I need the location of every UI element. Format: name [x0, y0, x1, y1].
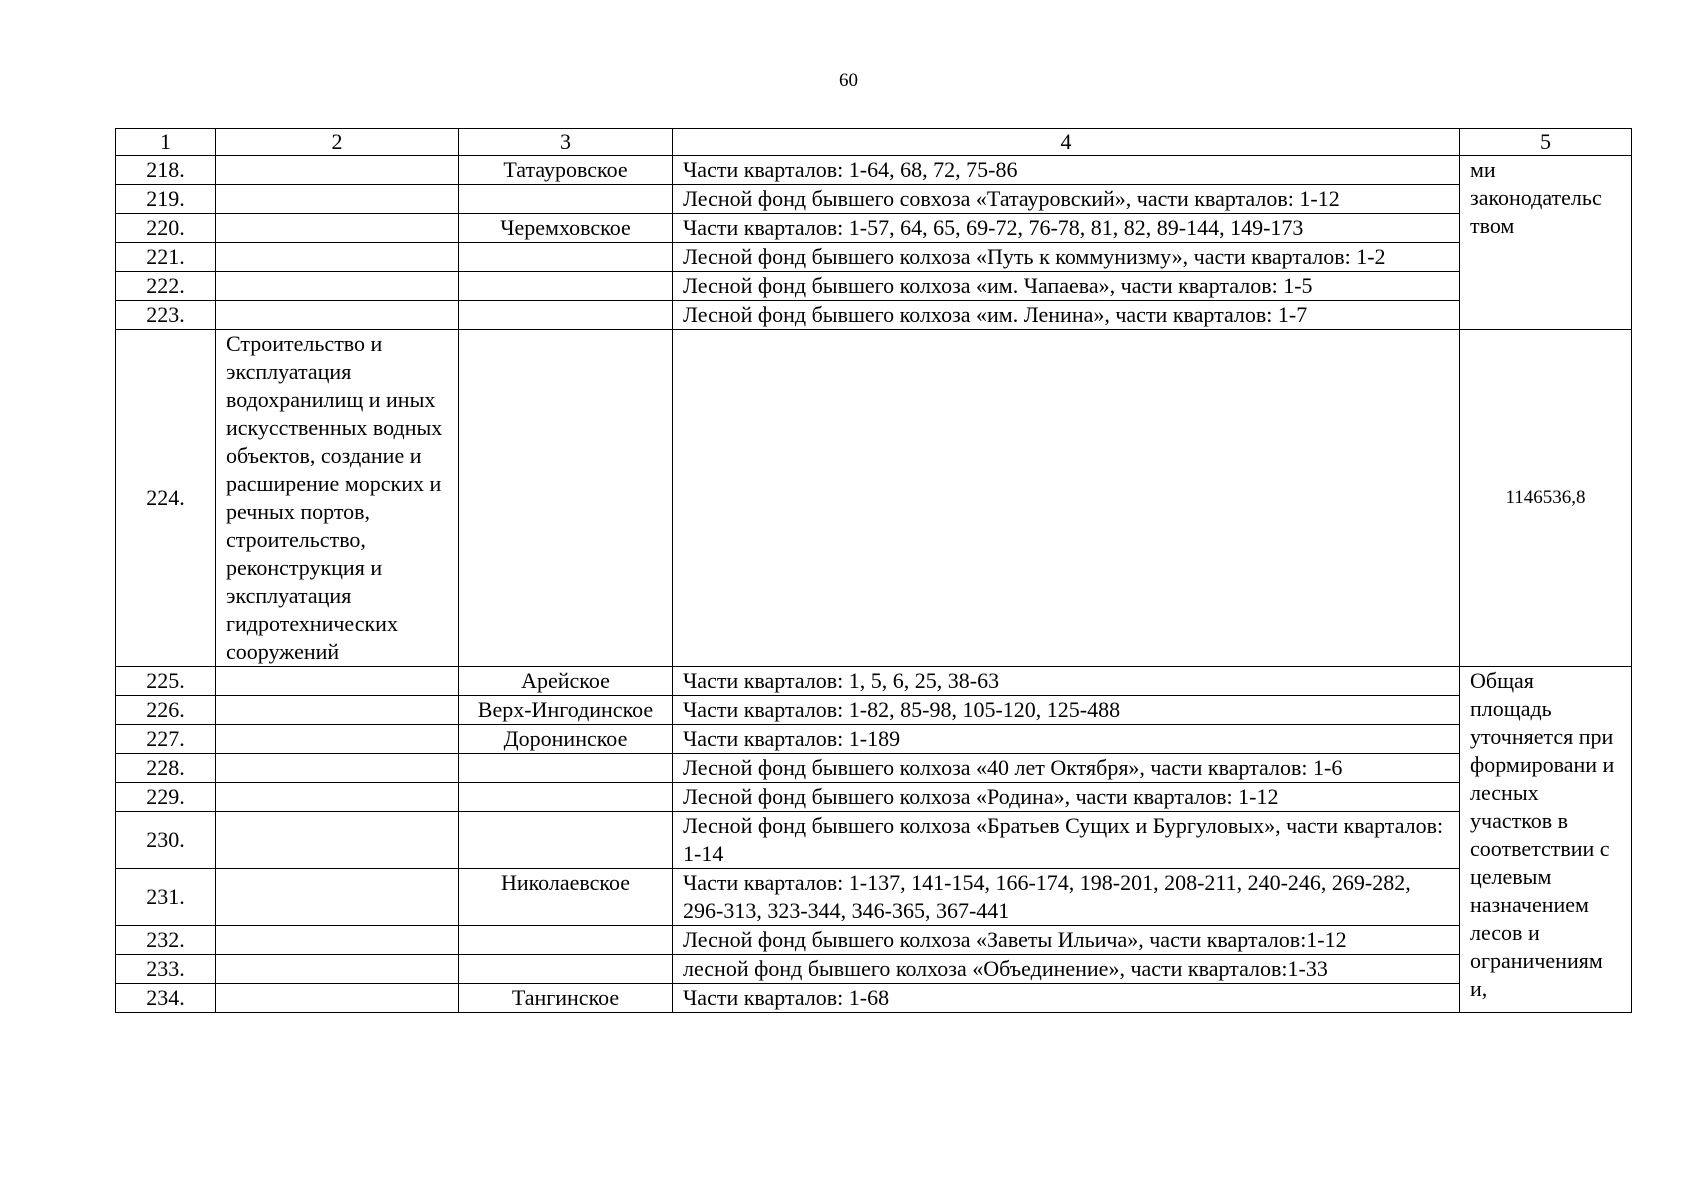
quarters-cell: Части кварталов: 1-189: [673, 725, 1460, 754]
forestry-cell: [459, 783, 673, 812]
header-col-4: 4: [673, 129, 1460, 156]
table-row: [116, 214, 1632, 243]
table-row: [116, 754, 1632, 783]
table-row: [116, 301, 1632, 330]
quarters-cell: Лесной фонд бывшего колхоза «им. Ленина», части кварталов: 1-7: [673, 301, 1460, 330]
header-col-3: 3: [459, 129, 673, 156]
table-row: [116, 812, 1632, 869]
row-number: 222.: [116, 272, 216, 301]
row-number: 231.: [116, 869, 216, 926]
header-col-1: 1: [116, 129, 216, 156]
table-row: [116, 955, 1632, 984]
forestry-cell: [459, 185, 673, 214]
forestry-cell: [459, 955, 673, 984]
quarters-cell: Лесной фонд бывшего колхоза «Родина», части кварталов: 1-12: [673, 783, 1460, 812]
purpose-cell: [216, 869, 459, 926]
table-row: [116, 243, 1632, 272]
page-number: 60: [839, 70, 858, 91]
quarters-cell: Части кварталов: 1-64, 68, 72, 75-86: [673, 156, 1460, 185]
forestry-cell: Черемховское: [459, 214, 673, 243]
purpose-cell: [216, 696, 459, 725]
purpose-cell: [216, 272, 459, 301]
quarters-cell: Части кварталов: 1-57, 64, 65, 69-72, 76-78, 81, 82, 89-144, 149-173: [673, 214, 1460, 243]
table-row: [116, 667, 1632, 696]
table-row: [116, 156, 1632, 185]
table-row: [116, 783, 1632, 812]
purpose-cell: [216, 955, 459, 984]
row-number: 229.: [116, 783, 216, 812]
row-number: 224.: [116, 330, 216, 667]
purpose-cell: [216, 243, 459, 272]
quarters-cell: Части кварталов: 1, 5, 6, 25, 38-63: [673, 667, 1460, 696]
row-number: 219.: [116, 185, 216, 214]
row-number: 228.: [116, 754, 216, 783]
table-row: [116, 926, 1632, 955]
row-number: 226.: [116, 696, 216, 725]
forestry-cell: [459, 754, 673, 783]
purpose-cell: [216, 156, 459, 185]
quarters-cell: [673, 330, 1460, 667]
table-row: [116, 272, 1632, 301]
purpose-cell: [216, 214, 459, 243]
quarters-cell: лесной фонд бывшего колхоза «Объединение», части кварталов:1-33: [673, 955, 1460, 984]
header-row: [116, 129, 1632, 156]
table-row: [116, 869, 1632, 926]
forestry-cell: Верх-Ингодинское: [459, 696, 673, 725]
row-number: 234.: [116, 984, 216, 1013]
table-row: [116, 725, 1632, 754]
row-number: 218.: [116, 156, 216, 185]
forestry-cell: Доронинское: [459, 725, 673, 754]
purpose-cell: [216, 185, 459, 214]
row-number: 233.: [116, 955, 216, 984]
quarters-cell: Лесной фонд бывшего совхоза «Татауровский», части кварталов: 1-12: [673, 185, 1460, 214]
row-number: 230.: [116, 812, 216, 869]
quarters-cell: Части кварталов: 1-68: [673, 984, 1460, 1013]
table-row: [116, 330, 1632, 667]
quarters-cell: Части кварталов: 1-137, 141-154, 166-174, 198-201, 208-211, 240-246, 269-282, 296-313, 323-344, 346-365, 367-441: [673, 869, 1460, 926]
quarters-cell: Лесной фонд бывшего колхоза «им. Чапаева», части кварталов: 1-5: [673, 272, 1460, 301]
forestry-cell: [459, 243, 673, 272]
row-number: 227.: [116, 725, 216, 754]
quarters-cell: Лесной фонд бывшего колхоза «Заветы Ильича», части кварталов:1-12: [673, 926, 1460, 955]
purpose-cell: [216, 984, 459, 1013]
purpose-cell: [216, 754, 459, 783]
quarters-cell: Лесной фонд бывшего колхоза «Братьев Сущих и Бургуловых», части кварталов: 1-14: [673, 812, 1460, 869]
header-col-5: 5: [1460, 129, 1632, 156]
forestry-cell: [459, 272, 673, 301]
row-number: 220.: [116, 214, 216, 243]
row-number: 225.: [116, 667, 216, 696]
forestry-cell: Николаевское: [459, 869, 673, 926]
forestry-cell: Тангинское: [459, 984, 673, 1013]
row-number: 221.: [116, 243, 216, 272]
purpose-cell: [216, 725, 459, 754]
forest-areas-table: [115, 128, 1632, 1013]
table-row: [116, 185, 1632, 214]
forestry-cell: [459, 926, 673, 955]
forestry-cell: Татауровское: [459, 156, 673, 185]
purpose-cell: [216, 301, 459, 330]
row-number: 223.: [116, 301, 216, 330]
purpose-cell: [216, 812, 459, 869]
forestry-cell: [459, 812, 673, 869]
forestry-cell: [459, 301, 673, 330]
forestry-cell: Арейское: [459, 667, 673, 696]
quarters-cell: Лесной фонд бывшего колхоза «Путь к коммунизму», части кварталов: 1-2: [673, 243, 1460, 272]
table-row: [116, 696, 1632, 725]
purpose-cell: Строительство и эксплуатация водохранилищ и иных искусственных водных объектов, создание и расширение морских и речных портов, строительство, реконструкция и эксплуатация гидротехнических сооружений: [216, 330, 459, 667]
forestry-cell: [459, 330, 673, 667]
purpose-cell: [216, 926, 459, 955]
header-col-2: 2: [216, 129, 459, 156]
area-value-cell: 1146536,8: [1460, 330, 1632, 667]
purpose-cell: [216, 783, 459, 812]
purpose-cell: [216, 667, 459, 696]
row-number: 232.: [116, 926, 216, 955]
quarters-cell: Части кварталов: 1-82, 85-98, 105-120, 125-488: [673, 696, 1460, 725]
area-cell-group-1: ми законодательс твом: [1460, 156, 1632, 330]
quarters-cell: Лесной фонд бывшего колхоза «40 лет Октября», части кварталов: 1-6: [673, 754, 1460, 783]
table-row: [116, 984, 1632, 1013]
area-cell-group-2: Общая площадь уточняется при формировани и лесных участков в соответствии с целевым назначением лесов и ограничениям и,: [1460, 667, 1632, 1013]
